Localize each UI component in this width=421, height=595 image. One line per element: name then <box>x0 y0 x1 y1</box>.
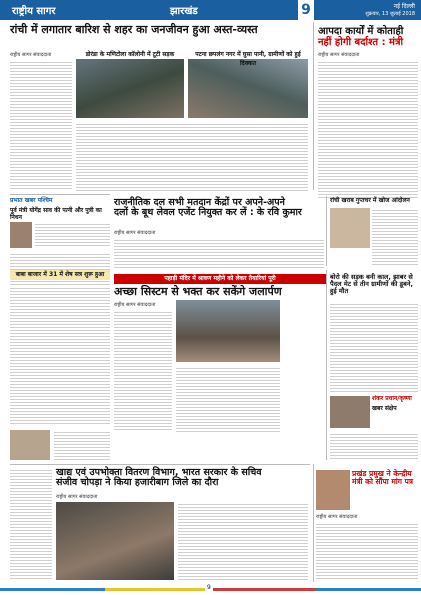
story1-caption1: डोरंडा के मणिटोला कॉलोनी में टूटी सड़क <box>76 50 184 59</box>
story6-headline: अच्छा सिस्टम से भक्त कर सकेंगे जलार्पण <box>114 285 282 298</box>
left-text <box>54 430 110 460</box>
box-title: शंकर प्रधान/कृष्णा <box>372 395 412 402</box>
section-title: झारखंड <box>170 6 198 17</box>
story2-text <box>318 60 418 200</box>
story1-headline: रांची में लगातार बारिश से शहर का जनजीवन हुआ अस्त-व्यस्त <box>10 23 258 36</box>
story3-text-top <box>35 222 110 248</box>
story9-byline: राष्ट्रीय सागर संवाददाता <box>316 514 358 520</box>
page-number: 9 <box>298 0 314 20</box>
story2-headline-red: नहीं होगी बर्दाश्त : मंत्री <box>318 37 404 48</box>
page-header <box>0 0 421 20</box>
box-text <box>330 432 418 460</box>
story1-text-body <box>76 122 308 192</box>
left-photo <box>10 430 50 460</box>
story4-byline: राष्ट्रीय सागर संवाददाता <box>114 230 156 236</box>
footer-bar <box>0 585 421 595</box>
story8-text <box>178 502 308 580</box>
story1-caption2: पटना छपलंग नगर में घुसा पानी, ग्रामीणों को हुई दिक्कत <box>188 50 308 59</box>
story2-byline: राष्ट्रीय सागर संवाददाता <box>318 52 360 58</box>
story8-headline-line2: संजीव चोपड़ा ने किया हजारीबाग जिले का दौरा <box>56 477 219 489</box>
story3-subhead: पूर्व मंत्री योगेंद्र साव की पत्नी और पुत्री का निधन <box>10 207 102 221</box>
story5-text <box>372 208 418 266</box>
story8-byline: राष्ट्रीय सागर संवाददाता <box>56 494 98 500</box>
story7-photo <box>330 396 370 428</box>
story4-headline-line2: दलों के बूथ लेवल एजेंट नियुक्त कर लें : के रवि कुमार <box>114 207 302 219</box>
story4-headline <box>114 198 324 219</box>
column-divider <box>313 464 314 582</box>
column-divider <box>313 22 314 190</box>
story8-headline-line1: खाद्य एवं उपभोक्ता वितरण विभाग, भारत सरकार के सचिव <box>56 467 262 478</box>
footer-page-marker: 9 <box>207 584 211 591</box>
story1-text-col1 <box>10 60 72 190</box>
story7-headline: बोरो की सड़क बनी काल, झाबर से पैदल मेट से तीन ग्रामीणों की डूबने, हुई मौत <box>330 273 413 296</box>
story5-subhead: रांची खराब गुप्तचर में खोज आंदोलन <box>330 197 410 204</box>
story1-byline: राष्ट्रीय सागर संवाददाता <box>10 52 52 58</box>
story3-portrait <box>10 222 32 248</box>
edition-city: नई दिल्ली <box>393 3 415 10</box>
story6-banner: पहाड़ी मंदिर में श्रावण महीने को लेकर तैयारियां पूरी <box>114 274 326 284</box>
story3-label: प्रभात खबर पश्चिम <box>10 197 53 204</box>
story8-side-text <box>10 468 52 580</box>
story9-text <box>316 522 418 580</box>
column-divider <box>326 196 327 266</box>
story8-headline <box>56 468 306 489</box>
story7-text <box>330 302 418 392</box>
story5-highlight: बाबा बाजार में 31 में शेष सत्र शुरू हुआ <box>10 270 110 280</box>
story6-byline: राष्ट्रीय सागर संवाददाता <box>114 302 156 308</box>
publication-name: राष्ट्रीय सागर <box>12 6 56 17</box>
story5-text-left <box>10 286 110 426</box>
date-line: शुक्रवार, 13 जुलाई 2018 <box>365 11 415 17</box>
story4-text <box>114 238 324 270</box>
story9-headline: प्रखंड प्रमुख ने केन्द्रीय मंत्री को सौंपा मांग पत्र <box>352 469 413 487</box>
box-subtitle: खबर संक्षेप <box>372 405 397 412</box>
story5-photo <box>330 208 370 248</box>
story9-portrait <box>316 470 350 510</box>
story1-photo-road <box>76 50 184 118</box>
story2-headline <box>318 26 418 48</box>
divider <box>10 464 310 465</box>
story8-photo-meeting <box>56 502 174 580</box>
divider <box>10 194 110 195</box>
story6-photo-temple <box>176 300 280 362</box>
story6-text <box>176 366 280 432</box>
story4-headline-line1: राजनीतिक दल सभी मतदान केंद्रों पर अपने-अपने <box>114 197 285 208</box>
story6-text-col <box>114 310 172 430</box>
story2-headline-black: आपदा कार्यों में कोताही <box>318 26 404 37</box>
column-divider <box>326 270 327 460</box>
